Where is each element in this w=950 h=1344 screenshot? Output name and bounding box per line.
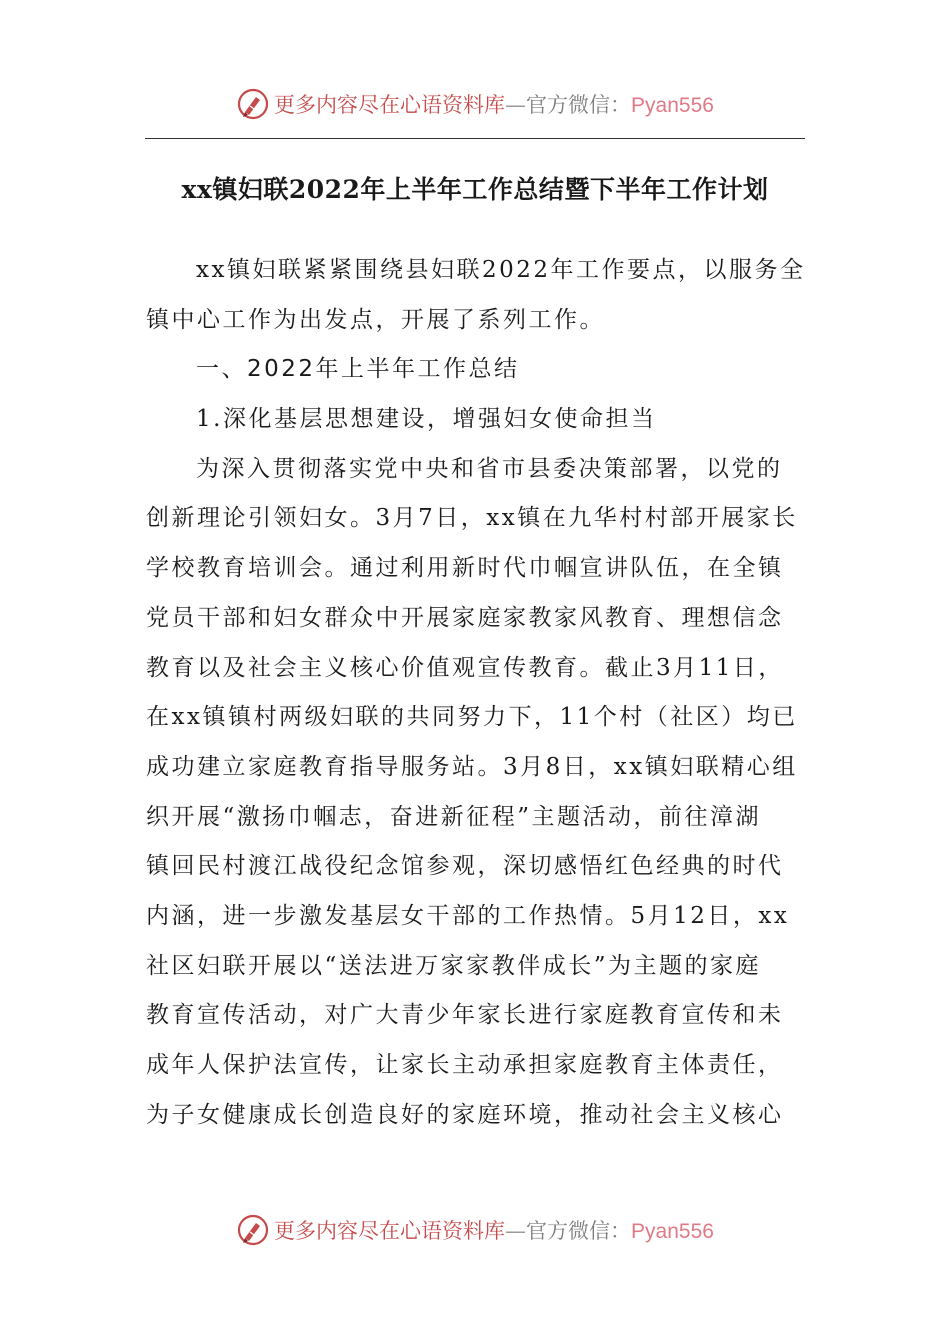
body-line: xx镇妇联紧紧围绕县妇联2022年工作要点，以服务全 <box>196 257 806 283</box>
body-line: 为子女健康成长创造良好的家庭环境，推动社会主义核心 <box>146 1101 784 1128</box>
banner-prefix: 更多内容尽在心语资料库 <box>274 93 506 117</box>
body-line: 镇回民村渡江战役纪念馆参观，深切感悟红色经典的时代 <box>146 853 784 880</box>
body-line: 成年人保护法宣传，让家长主动承担家庭教育主体责任， <box>146 1052 784 1078</box>
body-line: 成功建立家庭教育指导服务站。3月8日，xx镇妇联精心组 <box>146 753 798 780</box>
body-line: 学校教育培训会。通过利用新时代巾帼宣讲队伍，在全镇 <box>146 555 784 582</box>
body-line: 内涵，进一步激发基层女干部的工作热情。5月12日，xx <box>146 902 790 929</box>
body-line: 教育以及社会主义核心价值观宣传教育。截止3月11日， <box>146 654 784 681</box>
header-watermark-banner <box>0 82 950 126</box>
body-line: 创新理论引领妇女。3月7日，xx镇在九华村村部开展家长 <box>146 505 798 532</box>
banner-wechat-id: Pyan556 <box>631 1220 714 1243</box>
subsection-heading: 1.深化基层思想建设，增强妇女使命担当 <box>196 406 657 433</box>
body-line: 为深入贯彻落实党中央和省市县委决策部署，以党的 <box>196 455 783 482</box>
footer-watermark-banner <box>0 1208 950 1252</box>
document-body <box>146 246 806 1140</box>
body-line: 镇中心工作为出发点，开展了系列工作。 <box>146 306 605 333</box>
body-line: 社区妇联开展以“送法进万家家教伴成长”为主题的家庭 <box>146 952 762 979</box>
pen-logo-icon <box>236 1213 270 1247</box>
body-line: 在xx镇镇村两级妇联的共同努力下，11个村（社区）均已 <box>146 704 798 731</box>
pen-logo-icon <box>236 87 270 121</box>
banner-label: 官方微信： <box>526 1219 632 1243</box>
body-line: 织开展“激扬巾帼志，奋进新征程”主题活动，前往漳湖 <box>146 803 762 830</box>
banner-label: 官方微信： <box>526 93 632 117</box>
body-line: 教育宣传活动，对广大青少年家长进行家庭教育宣传和未 <box>146 1002 784 1029</box>
body-line: 党员干部和妇女群众中开展家庭家教家风教育、理想信念 <box>146 604 784 631</box>
document-title: xx镇妇联2022年上半年工作总结暨下半年工作计划 <box>181 175 769 204</box>
header-divider <box>145 138 805 139</box>
banner-prefix: 更多内容尽在心语资料库 <box>274 1219 506 1243</box>
banner-dash: — <box>505 93 527 117</box>
section-heading: 一、2022年上半年工作总结 <box>196 356 520 383</box>
banner-dash: — <box>505 1219 527 1243</box>
banner-wechat-id: Pyan556 <box>631 94 714 117</box>
